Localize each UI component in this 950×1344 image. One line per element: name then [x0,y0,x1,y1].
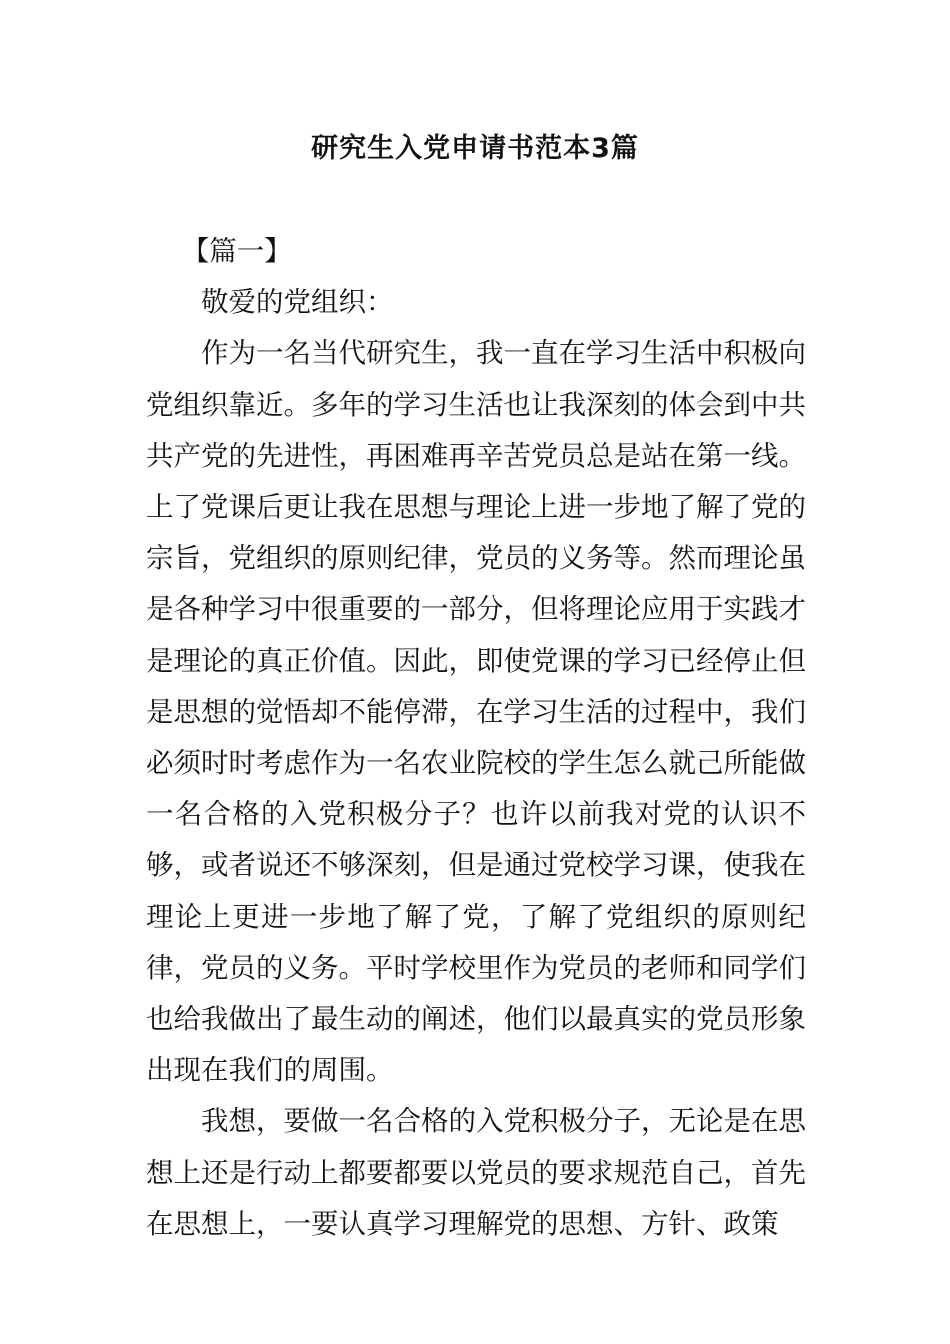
section-label: 【篇一】 [181,235,292,267]
salutation: 敬爱的党组织： [201,286,394,319]
paragraph-2: 我想，要做一名合格的入党积极分子，无论是在思想上还是行动上都要都要以党员的要求规范自己，首先在思想上，一要认真学习理解党的思想、方针、政策 [146,1105,806,1240]
document-title: 研究生入党申请书范本3篇 [311,133,639,164]
document-body [146,226,806,1250]
paragraph-1: 作为一名当代研究生，我一直在学习生活中积极向党组织靠近。多年的学习生活也让我深刻的体会到中共共产党的先进性，再困难再辛苦党员总是站在第一线。上了党课后更让我在思想与理论上进一步地了解了党的宗旨，党组织的原则纪律，党员的义务等。然而理论虽是各种学习中很重要的一部分，但将理论应用于实践才是理论的真正价值。因此，即使党课的学习已经停止但是思想的觉悟却不能停滞，在学习生活的过程中，我们必须时时考虑作为一名农业院校的学生怎么就己所能做一名合格的入党积极分子？也许以前我对党的认识不够，或者说还不够深刻，但是通过党校学习课，使我在理论上更进一步地了解了党，了解了党组织的原则纪律，党员的义务。平时学校里作为党员的老师和同学们也给我做出了最生动的阐述，他们以最真实的党员形象出现在我们的周围。 [146,337,806,1087]
